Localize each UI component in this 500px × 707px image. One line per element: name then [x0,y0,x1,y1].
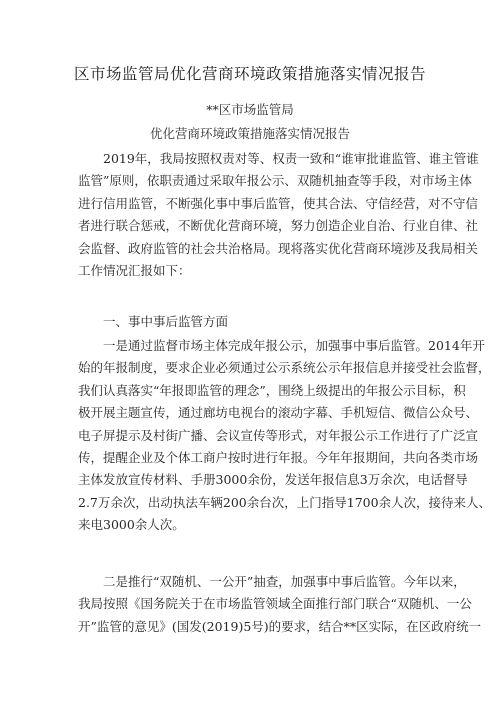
text-line: 传，提醒企业及个体工商户按时进行年报。今年年报期间，共向各类市场 [78,449,479,465]
text-line: 开”监管的意见》(国发(2019)5号)的要求，结合**区实际，在区政府统一 [78,618,482,634]
text-line: 我们认真落实“年报即监管的理念”，围绕上级提出的年报公示目标，积 [78,382,466,398]
intro-paragraph [78,148,479,282]
text-line: 2019年，我局按照权责对等、权责一致和“谁审批谁监管、谁主管谁 [103,151,479,166]
text-line: 来电3000余人次。 [78,517,185,533]
text-line: 极开展主题宣传，通过廊坊电视台的滚动字幕、手机短信、微信公众号、 [78,405,479,421]
paragraph-double-random [78,571,482,638]
text-line: 监管”原则，依职责通过采取年报公示、双随机抽查等手段，对市场主体 [78,173,472,189]
text-line: 会监督、政府监管的社会共治格局。现将落实优化营商环境涉及我局相关 [78,240,479,256]
document-title: 区市场监管局优化营商环境政策措施落实情况报告 [73,65,426,83]
text-line: 工作情况汇报如下： [78,262,191,278]
text-line: 电子屏提示及村街广播、会议宣传等形式，对年报公示工作进行了广泛宣 [78,427,479,443]
text-line: 主体发放宣传材料、手册3000余份，发送年报信息3万余次，电话督导 [78,472,468,488]
text-line: 二是推行“双随机、一公开”抽查，加强事中事后监管。今年以来， [103,574,466,589]
text-line: 进行信用监管，不断强化事中事后监管，使其合法、守信经营，对不守信 [78,195,479,211]
text-line: 我局按照《国务院关于在市场监管领域全面推行部门联合“双随机、一公 [78,596,472,612]
paragraph-annual-report [78,335,492,537]
section-heading: 一、事中事后监管方面 [103,314,229,329]
report-subtitle: 优化营商环境政策措施落实情况报告 [149,126,350,141]
text-line: 始的年报制度，要求企业必须通过公示系统公示年报信息并接受社会监督， [78,360,491,376]
text-line: 者进行联合惩戒，不断优化营商环境，努力创造企业自治、行业自律、社 [78,218,479,234]
text-line: 2.7万余次，出动执法车辆200余台次，上门指导1700余人次，接待来人、 [78,494,492,510]
organization-line: **区市场监管局 [206,102,294,117]
text-line: 一是通过监督市场主体完成年报公示，加强事中事后监管。2014年开 [103,338,485,353]
